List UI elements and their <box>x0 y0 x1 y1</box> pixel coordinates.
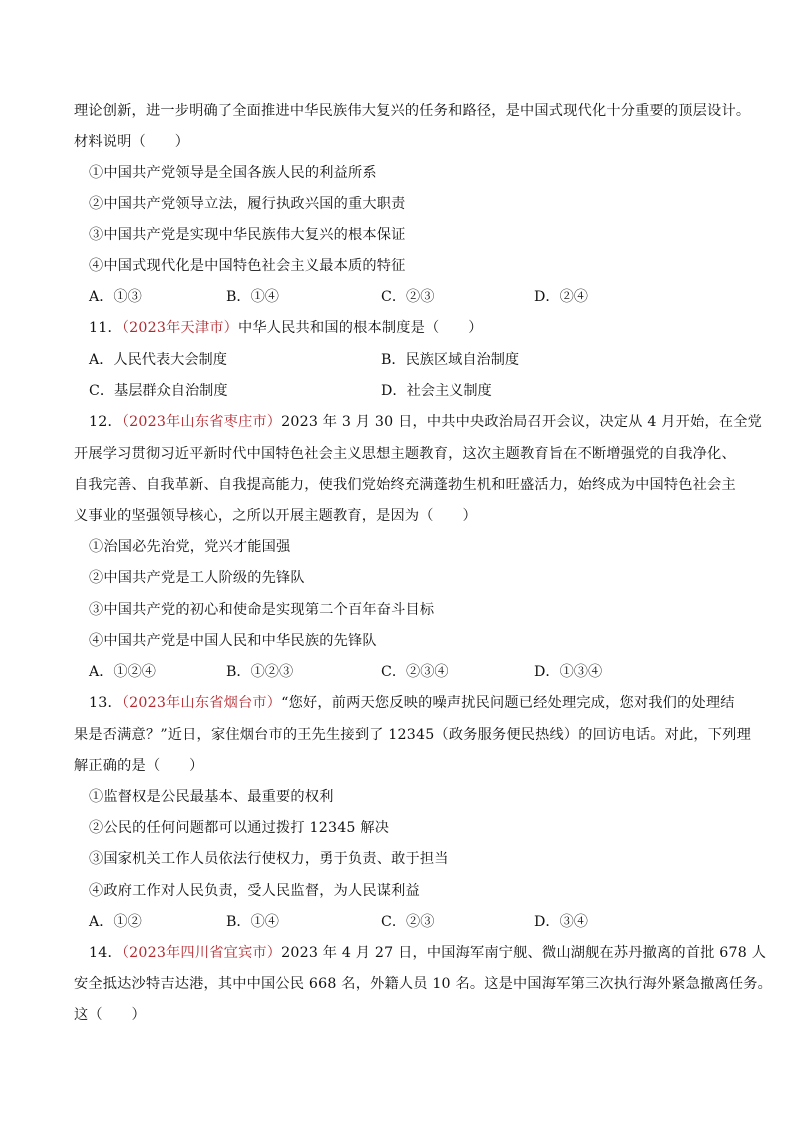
option-d[interactable]: D．①③④ <box>534 664 603 680</box>
question-11-stem <box>89 318 483 338</box>
statement-item: ④政府工作对人民负责，受人民监督，为人民谋利益 <box>89 883 420 899</box>
question-number: 11． <box>89 320 122 336</box>
option-b[interactable]: B．①④ <box>226 289 279 305</box>
statement-item: ③中国共产党是实现中华民族伟大复兴的根本保证 <box>89 227 406 243</box>
option-b[interactable]: B．①④ <box>226 914 279 930</box>
statement-item: ②公民的任何问题都可以通过拨打 12345 解决 <box>89 820 390 836</box>
statement-item: ①中国共产党领导是全国各族人民的利益所系 <box>89 165 377 181</box>
question-text-line: 自我完善、自我革新、自我提高能力，使我们党始终充满蓬勃生机和旺盛活力，始终成为中国特色社会主 <box>74 477 736 493</box>
statement-item: ④中国式现代化是中国特色社会主义最本质的特征 <box>89 258 406 274</box>
question-text-line: 解正确的是（ ） <box>74 758 204 774</box>
question-text: 2023 年 4 月 27 日，中国海军南宁舰、微山湖舰在苏丹撤离的首批 678 人 <box>281 945 767 961</box>
option-a[interactable]: A．①②④ <box>89 664 156 680</box>
statement-item: ④中国共产党是中国人民和中华民族的先锋队 <box>89 633 377 649</box>
question-number: 13． <box>89 695 122 711</box>
option-c[interactable]: C．②③ <box>381 289 435 305</box>
statement-item: ③中国共产党的初心和使命是实现第二个百年奋斗目标 <box>89 602 435 618</box>
option-a[interactable]: A．①② <box>89 914 142 930</box>
question-13-stem <box>89 693 735 713</box>
intro-text-line: 理论创新，进一步明确了全面推进中华民族伟大复兴的任务和路径，是中国式现代化十分重要的顶层设计。 <box>74 103 751 119</box>
question-text-line: 这（ ） <box>74 1007 146 1023</box>
question-number: 12． <box>89 414 122 430</box>
option-a[interactable]: A．①③ <box>89 289 142 305</box>
question-source: （2023年四川省宜宾市） <box>121 945 282 961</box>
question-text-line: 安全抵达沙特吉达港，其中中国公民 668 名，外籍人员 10 名。这是中国海军第三次执行海外紧急撤离任务。 <box>74 976 773 992</box>
statement-item: ③国家机关工作人员依法行使权力，勇于负责、敢于担当 <box>89 851 449 867</box>
question-text: 中华人民共和国的根本制度是（ ） <box>238 320 483 336</box>
option-d[interactable]: D．②④ <box>534 289 588 305</box>
question-text-line: 义事业的坚强领导核心，之所以开展主题教育，是因为（ ） <box>74 508 477 524</box>
option-c[interactable]: C．②③ <box>381 914 435 930</box>
intro-question-stem: 材料说明（ ） <box>74 134 190 150</box>
option-b[interactable]: B．民族区域自治制度 <box>381 352 520 368</box>
question-source: （2023年山东省枣庄市） <box>121 414 282 430</box>
option-a[interactable]: A．人民代表大会制度 <box>89 352 227 368</box>
question-12-stem <box>89 412 762 432</box>
statement-item: ②中国共产党领导立法，履行执政兴国的重大职责 <box>89 196 406 212</box>
option-b[interactable]: B．①②③ <box>226 664 294 680</box>
statement-item: ①治国必先治党，党兴才能国强 <box>89 539 291 555</box>
question-source: （2023年天津市） <box>121 320 238 336</box>
question-text: “您好，前两天您反映的噪声扰民问题已经处理完成，您对我们的处理结 <box>281 695 735 711</box>
question-14-stem <box>89 943 766 963</box>
option-d[interactable]: D．社会主义制度 <box>381 383 492 399</box>
question-text-line: 果是否满意？”近日，家住烟台市的王先生接到了 12345（政务服务便民热线）的回访电话。对此，下列理 <box>74 727 751 743</box>
option-d[interactable]: D．③④ <box>534 914 588 930</box>
question-source: （2023年山东省烟台市） <box>121 695 282 711</box>
question-number: 14． <box>89 945 122 961</box>
statement-item: ②中国共产党是工人阶级的先锋队 <box>89 570 305 586</box>
question-text-line: 开展学习贯彻习近平新时代中国特色社会主义思想主题教育，这次主题教育旨在不断增强党的自我净化、 <box>74 446 736 462</box>
statement-item: ①监督权是公民最基本、最重要的权利 <box>89 789 334 805</box>
question-text: 2023 年 3 月 30 日，中共中央政治局召开会议，决定从 4 月开始，在全党 <box>281 414 763 430</box>
option-c[interactable]: C．②③④ <box>381 664 449 680</box>
option-c[interactable]: C．基层群众自治制度 <box>89 383 228 399</box>
